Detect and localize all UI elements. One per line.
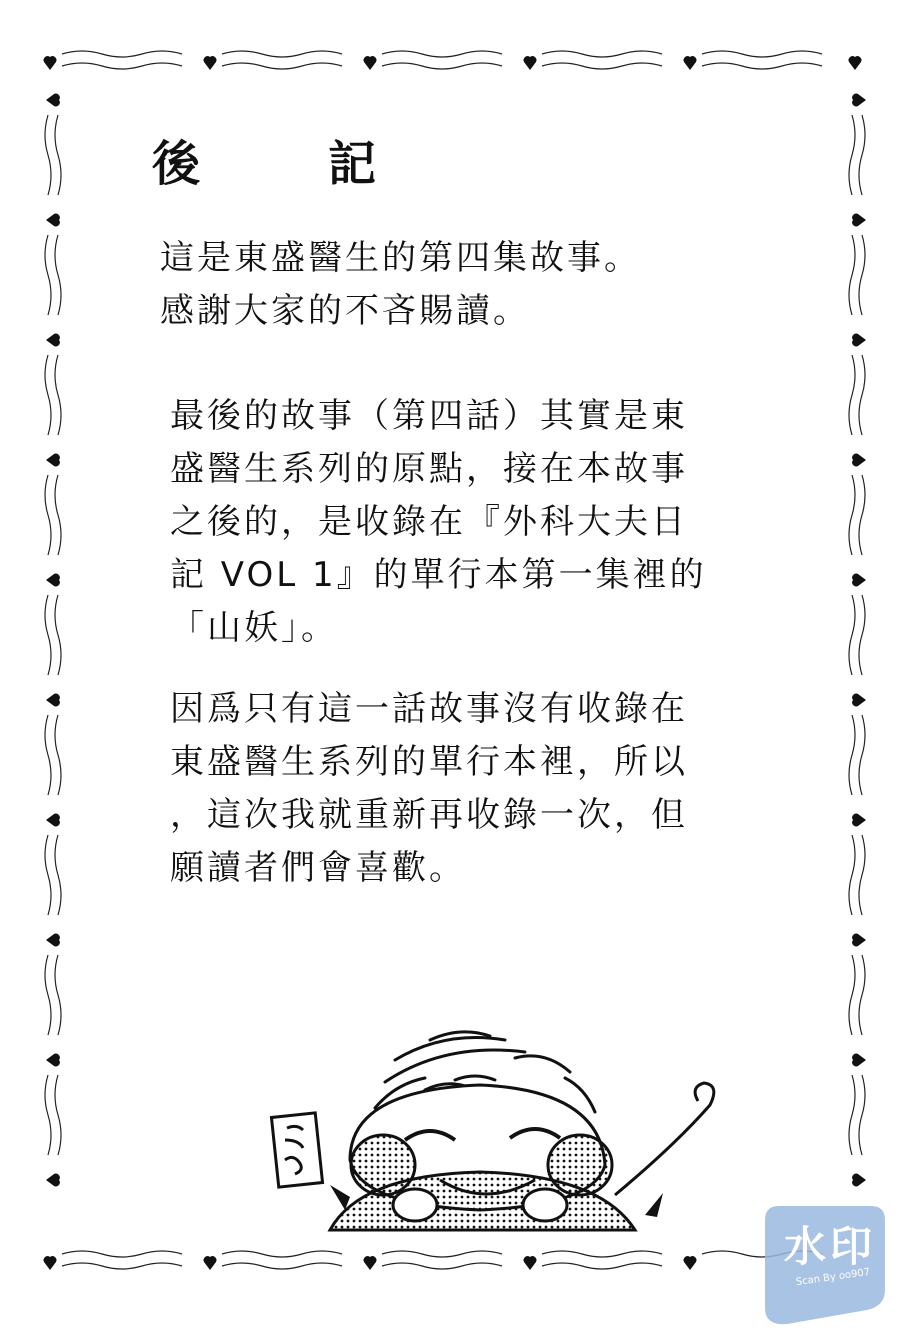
cartoon-creature-illustration — [255, 1020, 735, 1242]
decorative-border-right — [840, 70, 874, 1250]
text-line: 這是東盛醫生的第四集故事。 — [160, 238, 641, 278]
scanner-watermark — [750, 1180, 900, 1330]
text-line: 東盛醫生系列的單行本裡，所以 — [170, 742, 688, 782]
paragraph-3 — [170, 683, 688, 895]
text-line: 「山妖」。 — [170, 608, 338, 648]
text-line: 最後的故事（第四話）其實是東 — [170, 396, 688, 436]
text-line: 願讀者們會喜歡。 — [170, 848, 466, 888]
decorative-border-left — [38, 70, 68, 1250]
page-title: 後 記 — [152, 136, 417, 192]
watermark-label: 水印 — [783, 1222, 876, 1271]
text-line: 盛醫生系列的原點，接在本故事 — [170, 449, 688, 489]
decorative-border-top — [40, 40, 875, 76]
text-line: 因爲只有這一話故事沒有收錄在 — [170, 689, 688, 729]
text-line: 記 VOL 1』的單行本第一集裡的 — [170, 555, 707, 595]
watermark-credit: Scan By oo907 — [795, 1266, 871, 1289]
text-line: 感謝大家的不吝賜讀。 — [160, 291, 530, 331]
paragraph-2 — [170, 390, 707, 655]
text-line: ，這次我就重新再收錄一次，但 — [170, 795, 688, 835]
text-line: 之後的，是收錄在『外科大夫日 — [170, 502, 688, 542]
signature-seal — [271, 1113, 322, 1187]
paragraph-1 — [160, 232, 641, 338]
